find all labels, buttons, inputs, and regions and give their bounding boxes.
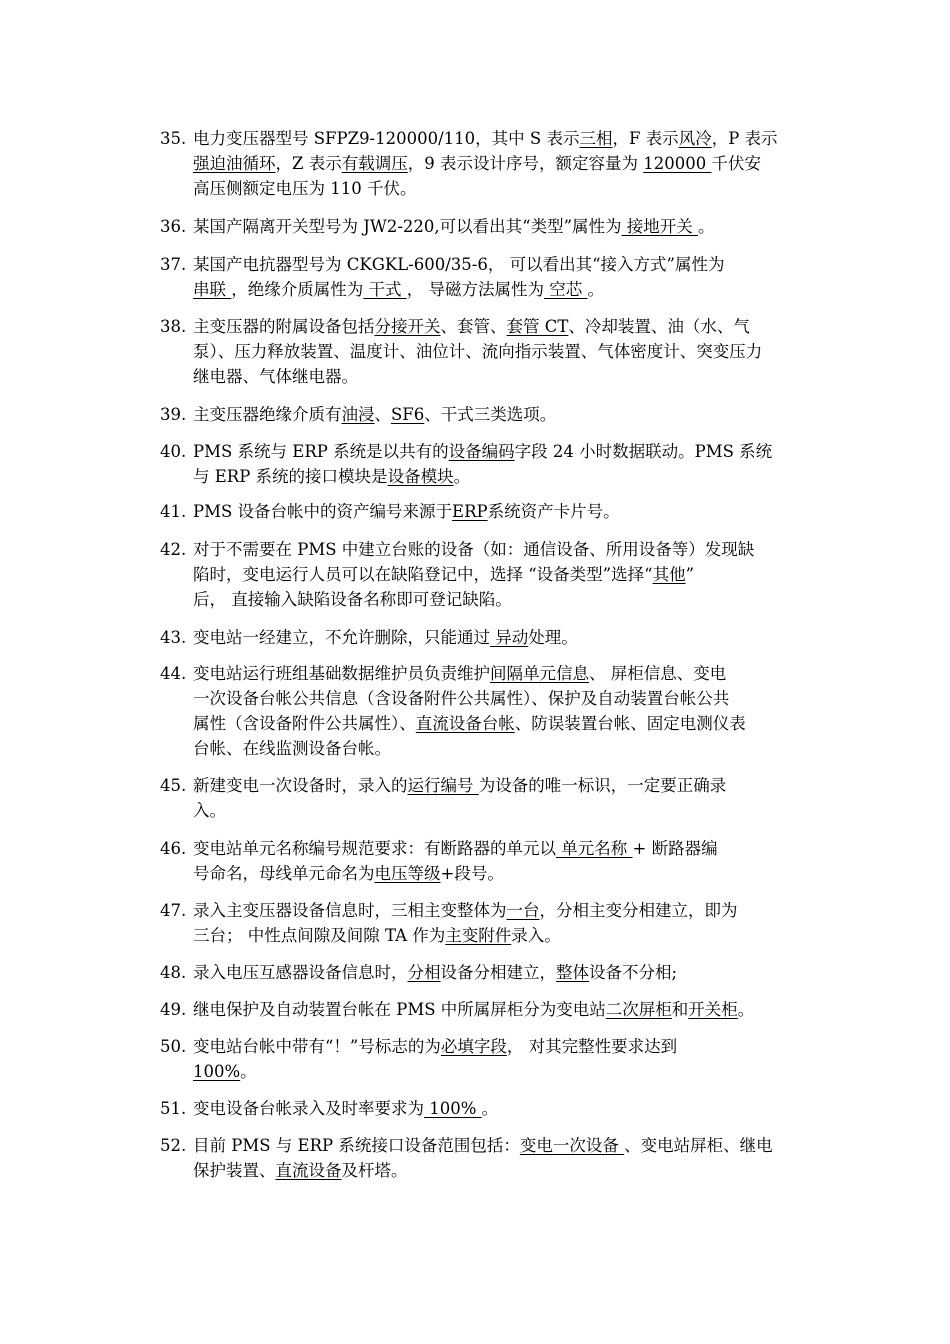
text-segment: 变电站台帐中带有“！”号标志的为 [193,1037,441,1056]
item-number: 38. [160,317,187,336]
underlined-answer: SF6 [391,405,425,424]
text-line [193,836,810,861]
item-number: 36. [160,217,187,236]
list-item [160,625,810,650]
list-item [160,402,810,427]
item-number: 40. [160,442,187,461]
text-segment: 、变电站屏柜、继电 [624,1136,773,1155]
text-line [193,176,810,201]
underlined-answer: 有载调压 [341,154,408,173]
text-segment: 主变压器的附属设备包括 [193,317,375,336]
list-item [160,997,810,1022]
item-text [193,960,810,985]
list-item [160,126,810,201]
text-segment: 高压侧额定电压为 110 千伏。 [193,179,417,198]
underlined-answer: 油浸 [341,405,375,424]
text-segment: ，P 表示 [711,129,778,148]
text-segment: 。 [453,467,471,486]
text-segment: 后， 直接输入缺陷设备名称即可登记缺陷。 [193,590,512,609]
item-number: 43. [160,628,187,647]
list-item [160,252,810,302]
text-segment: 三台； 中性点间隙及间隙 TA 作为 [193,926,446,945]
item-text [193,252,810,302]
text-line [193,1034,810,1059]
text-segment: 及杆塔。 [341,1161,408,1180]
item-text [193,214,810,239]
text-segment: 录入。 [511,926,561,945]
text-segment: 泵）、压力释放装置、温度计、油位计、流向指示装置、气体密度计、突变压力 [193,342,763,361]
text-segment: 为设备的唯一标识，一定要正确录 [478,776,727,795]
text-line [193,997,810,1022]
item-text [193,997,810,1022]
text-line [193,798,810,823]
item-text [193,402,810,427]
underlined-answer: 变电一次设备 [519,1136,625,1155]
text-segment: 字段 24 小时数据联动。PMS 系统 [514,442,773,461]
text-segment: 。 [737,1000,755,1019]
text-segment: 主变压器绝缘介质有 [193,405,342,424]
text-segment: 某国产电抗器型号为 CKGKL-600/35-6， 可以看出其“接入方式”属性为 [193,255,725,274]
text-line [193,960,810,985]
text-segment: 系统资产卡片号。 [487,502,620,521]
item-text [193,1096,810,1121]
underlined-answer: 强迫油循环 [193,154,276,173]
item-number: 46. [160,839,187,858]
underlined-answer: 三相 [579,129,613,148]
item-text [193,661,810,761]
underlined-answer: 二次屏柜 [605,1000,672,1019]
list-item [160,661,810,761]
text-line [193,252,810,277]
text-line [193,923,810,948]
text-segment: 、套管、 [440,317,507,336]
text-segment: 一次设备台帐公共信息（含设备附件公共属性）、保护及自动装置台帐公共 [193,689,730,708]
underlined-answer: 直流设备台帐 [415,714,515,733]
list-item [160,439,810,489]
underlined-answer: 间隔单元信息 [490,664,589,683]
text-line [193,562,810,587]
text-segment: ，F 表示 [612,129,679,148]
text-line [193,587,810,612]
underlined-answer: 串联 [193,280,232,299]
text-line [193,214,810,239]
text-segment: 变电站运行班组基础数据维护员负责维护 [193,664,490,683]
list-item [160,960,810,985]
text-segment: 和 [671,1000,689,1019]
text-line [193,1133,810,1158]
item-number: 45. [160,776,187,795]
item-text [193,625,810,650]
text-segment: 千伏安 [711,154,761,173]
text-segment: PMS 设备台帐中的资产编号来源于 [193,502,453,521]
underlined-answer: 120000 [643,154,712,173]
underlined-answer: 空芯 [544,280,588,299]
text-segment: 对于不需要在 PMS 中建立台账的设备（如：通信设备、所用设备等）发现缺 [193,540,755,559]
text-segment: 。 [587,280,604,299]
underlined-answer: 设备编码 [448,442,515,461]
underlined-answer: 干式 [363,280,407,299]
text-line [193,339,810,364]
text-line [193,711,810,736]
text-segment: +段号。 [440,864,504,883]
underlined-answer: 整体 [556,963,589,982]
item-number: 51. [160,1099,187,1118]
item-number: 47. [160,901,187,920]
item-number: 35. [160,129,187,148]
item-number: 49. [160,1000,187,1019]
text-segment: 某国产隔离开关型号为 JW2-220,可以看出其“类型”属性为 [193,217,622,236]
text-line [193,364,810,389]
underlined-answer: 一台 [506,901,540,920]
underlined-answer: 设备模块 [387,467,454,486]
underlined-answer: 运行编号 [407,776,479,795]
item-text [193,439,810,489]
text-line [193,1096,810,1121]
text-segment: 属性（含设备附件公共属性）、 [193,714,416,733]
text-segment: ，Z 表示 [275,154,342,173]
text-segment: 变电站单元名称编号规范要求：有断路器的单元以 [193,839,556,858]
text-segment: 目前 PMS 与 ERP 系统接口设备范围包括： [193,1136,520,1155]
item-text [193,499,810,524]
underlined-answer: 套管 CT [506,317,569,336]
list-item [160,773,810,823]
text-line [193,773,810,798]
text-segment: 。 [698,217,715,236]
text-segment: 、 屏柜信息、变电 [589,664,727,683]
text-segment: ” [685,565,694,584]
text-segment: 、干式三类选项。 [424,405,557,424]
text-line [193,861,810,886]
text-line [193,277,810,302]
underlined-answer: 100% [193,1062,241,1081]
item-text [193,314,810,389]
text-line [193,736,810,761]
text-segment: ， 对其完整性要求达到 [506,1037,678,1056]
list-item [160,1133,810,1183]
text-segment: 、 [374,405,391,424]
item-number: 50. [160,1037,187,1056]
text-segment: + 断路器编 [632,839,718,858]
underlined-answer: 直流设备 [275,1161,342,1180]
text-segment: 录入主变压器设备信息时，三相主变整体为 [193,901,507,920]
underlined-answer: 主变附件 [445,926,512,945]
item-number: 44. [160,664,187,683]
text-line [193,126,810,151]
underlined-answer: 风冷 [678,129,712,148]
text-line [193,686,810,711]
text-line [193,314,810,339]
text-line [193,402,810,427]
item-text [193,836,810,886]
text-segment: 保护装置、 [193,1161,276,1180]
item-text [193,1034,810,1084]
text-segment: 录入电压互感器设备信息时， [193,963,408,982]
text-segment: 台帐、在线监测设备台帐。 [193,739,391,758]
item-text [193,537,810,612]
text-segment: ，分相主变分相建立，即为 [539,901,738,920]
item-number: 41. [160,502,187,521]
text-segment: 处理。 [528,628,578,647]
text-line [193,625,810,650]
text-line [193,1158,810,1183]
text-segment: 、冷却装置、油（水、气 [568,317,750,336]
text-segment: 。 [240,1062,257,1081]
underlined-answer: 开关柜 [688,1000,738,1019]
list-item [160,1034,810,1084]
item-number: 37. [160,255,187,274]
text-line [193,537,810,562]
text-segment: ，9 表示设计序号，额定容量为 [407,154,644,173]
text-segment: 继电保护及自动装置台帐在 PMS 中所属屏柜分为变电站 [193,1000,606,1019]
underlined-answer: ERP [452,502,488,521]
text-line [193,898,810,923]
item-number: 48. [160,963,187,982]
item-number: 39. [160,405,187,424]
list-item [160,499,810,524]
underlined-answer: 其他 [652,565,686,584]
text-segment: 、防误装置台帐、固定电测仪表 [514,714,746,733]
text-segment: ，绝缘介质属性为 [231,280,364,299]
item-text [193,1133,810,1183]
underlined-answer: 电压等级 [374,864,441,883]
underlined-answer: 分相 [407,963,441,982]
text-segment: 陷时，变电运行人员可以在缺陷登记中，选择 “设备类型”选择“ [193,565,653,584]
item-text [193,126,810,201]
list-item [160,314,810,389]
list-item [160,836,810,886]
text-segment: PMS 系统与 ERP 系统是以共有的 [193,442,449,461]
text-line [193,499,810,524]
text-segment: 号命名，母线单元命名为 [193,864,375,883]
text-segment: 变电站一经建立，不允许删除，只能通过 [193,628,490,647]
text-line [193,661,810,686]
text-segment: 变电设备台帐录入及时率要求为 [193,1099,424,1118]
item-number: 52. [160,1136,187,1155]
text-segment: 入。 [193,801,226,820]
item-number: 42. [160,540,187,559]
text-segment: 新建变电一次设备时，录入的 [193,776,408,795]
underlined-answer: 分接开关 [374,317,441,336]
underlined-answer: 100% [424,1099,482,1118]
text-segment: 继电器、气体继电器。 [193,367,358,386]
underlined-answer: 接地开关 [621,217,699,236]
list-item [160,1096,810,1121]
item-text [193,898,810,948]
text-segment: 设备不分相; [589,963,678,982]
text-line [193,151,810,176]
text-segment: 与 ERP 系统的接口模块是 [193,467,388,486]
list-item [160,537,810,612]
text-segment: 。 [481,1099,499,1118]
item-text [193,773,810,823]
text-line [193,1059,810,1084]
underlined-answer: 异动 [490,628,529,647]
list-item [160,214,810,239]
text-segment: 电力变压器型号 SFPZ9-120000/110，其中 S 表示 [193,129,580,148]
text-segment: 设备分相建立， [440,963,556,982]
underlined-answer: 必填字段 [440,1037,507,1056]
text-segment: ， 导磁方法属性为 [406,280,544,299]
underlined-answer: 单元名称 [556,839,633,858]
text-line [193,439,810,464]
text-line [193,464,810,489]
list-item [160,898,810,948]
